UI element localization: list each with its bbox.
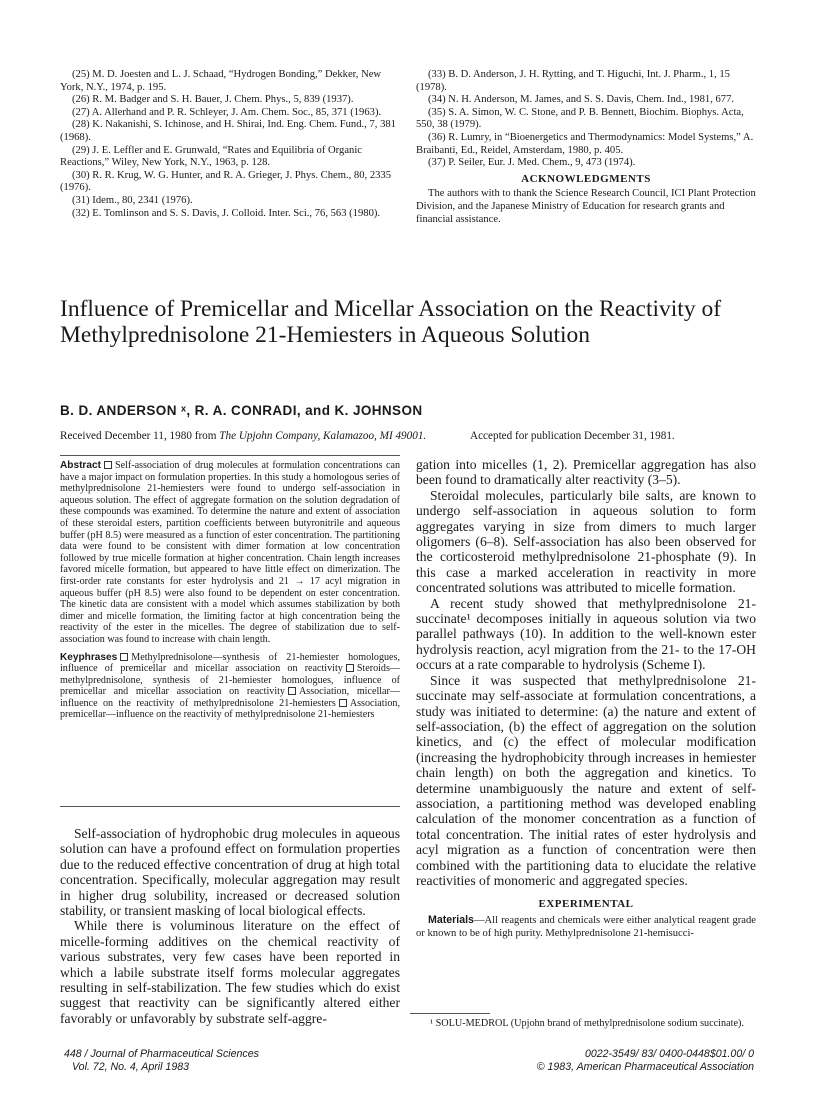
reference-29: (29) J. E. Leffler and E. Grunwald, “Rates and Equilibria of Organic Reactions,” Wiley, New York, N.Y., 1963, p. 128. <box>60 144 362 169</box>
footnote: ¹ SOLU-MEDROL (Upjohn brand of methylprednisolone sodium succinate). <box>430 1018 744 1029</box>
body-paragraph: A recent study showed that methylprednisolone 21-succinate¹ decomposes initially in aqueous solution via two parallel pathways (10). In addition to the well-known ester hydrolysis reaction, acyl migration from the 21- to the 17-OH occurs at a rate comparable to hydrolysis (Scheme I). <box>416 595 756 673</box>
reference-35: (35) S. A. Simon, W. C. Stone, and P. B. Bennett, Biochim. Biophys. Acta, 550, 38 (1979). <box>416 106 744 131</box>
keyphrase-1: Methylprednisolone—synthesis of 21-hemiester homologues, influence of premicellar and micellar association on reactivity <box>60 651 400 675</box>
abstract-box <box>60 455 400 807</box>
footer-left <box>64 1048 259 1073</box>
reference-32: (32) E. Tomlinson and S. S. Davis, J. Colloid. Inter. Sci., 76, 563 (1980). <box>72 207 381 219</box>
reference-34: (34) N. H. Anderson, M. James, and S. S. Davis, Chem. Ind., 1981, 677. <box>428 94 735 106</box>
abstract-label: Abstract <box>60 460 101 471</box>
copyright: © 1983, American Pharmaceutical Association <box>536 1060 754 1073</box>
square-bullet-icon <box>288 687 296 695</box>
keyphrase-2: Steroids—methylprednisolone, synthesis of 21-hemiester homologues, influence of premicellar and micellar association on reactivity <box>60 663 400 698</box>
article-title: Influence of Premicellar and Micellar Association on the Reactivity of Methylprednisolone 21-Hemiesters in Aqueous Solution <box>60 296 722 348</box>
acknowledgments-heading: ACKNOWLEDGMENTS <box>521 172 651 185</box>
square-bullet-icon <box>339 699 347 707</box>
references-right-column <box>416 69 756 226</box>
materials-paragraph <box>416 914 756 940</box>
footer-right <box>500 1048 754 1073</box>
doc-code: 0022-3549/ 83/ 0400-0448$01.00/ 0 <box>584 1048 754 1060</box>
received-date: Received December 11, 1980 from <box>60 430 220 442</box>
reference-27: (27) A. Allerhand and P. R. Schleyer, J. Am. Chem. Soc., 85, 371 (1963). <box>72 106 382 118</box>
accepted-line: Accepted for publication December 31, 1981. <box>470 430 675 442</box>
abstract <box>60 460 400 646</box>
received-line <box>60 430 426 442</box>
institution: The Upjohn Company, Kalamazoo, MI 49001. <box>219 430 427 442</box>
materials-text: —All reagents and chemicals were either analytical reagent grade or known to be of high purity. Methylprednisolone 21-hemisucci- <box>416 915 756 939</box>
square-bullet-icon <box>120 653 128 661</box>
body-paragraph: While there is voluminous literature on the effect of micelle-forming additives on the chemical reactivity of various substrates, very few cases have been reported in which a labile substrate itself forms molecular aggregates resulting in self-stabilization. The few studies which do exist suggest that reactivity can be significantly altered either favorably or unfavorably by substrate self-aggre- <box>60 918 400 1026</box>
keyphrase-4: Association, premicellar—influence on the reactivity of methylprednisolone 21-hemiesters <box>60 697 400 721</box>
body-left-column <box>60 826 400 1026</box>
keyphrase-3: Association, micellar—influence on the reactivity of methylprednisolone 21-hemiesters <box>60 686 400 709</box>
reference-36: (36) R. Lumry, in “Bioenergetics and Thermodynamics: Model Systems,” A. Braibanti, Ed., Reidel, Amsterdam, 1980, p. 405. <box>416 131 754 156</box>
abstract-text: Self-association of drug molecules at formulation concentrations can have a major impact on formulation properties. In this study a homologous series of methylprednisolone 21-hemiesters were found to undergo self-association in aqueous solution. The effect of aggregate formation on the solution degradation of these compounds was examined. To determine the nature and extent of association of these steroidal esters, partition coefficients between butyronitrile and aqueous buffer (pH 8.5) were measured as a function of ester concentration. The partitioning data were found to be consistent with dimer formation at low concentration followed by true micelle formation at higher concentration. Chain length increases favored micelle formation, but appeared to have little effect on dimerization. The first-order rate constants for ester hydrolysis and 21 → 17 acyl migration in aqueous buffer (pH 8.5) were also found to be dependent on ester concentration. The kinetic data are consistent with a model which assumes stabilization by both dimer and micelle formation, the limiting factor at high concentration being the reactivity of the ester in the micelles. The degree of stabilization due to self-association was found to increase with chain length. <box>60 460 400 645</box>
footnote-rule <box>410 1013 490 1014</box>
body-paragraph: Steroidal molecules, particularly bile salts, are known to undergo self-association in aqueous solution to form aggregates varying in size from dimers to much larger oligomers (6–8). Self-association has also been observed for the corticosteroid methylprednisolone 21-phosphate (9). In this case a marked acceleration in reactivity in more concentrated solutions was attributed to micelle formation. <box>416 487 756 596</box>
article-authors: B. D. ANDERSON ˣ, R. A. CONRADI, and K. JOHNSON <box>60 403 423 418</box>
page-journal: 448 / Journal of Pharmaceutical Sciences <box>64 1048 259 1060</box>
keyphrases <box>60 652 400 722</box>
reference-26: (26) R. M. Badger and S. H. Bauer, J. Chem. Phys., 5, 839 (1937). <box>72 94 354 106</box>
body-paragraph: Since it was suspected that methylprednisolone 21-succinate may self-associate at formulation concentrations, a study was initiated to determine: (a) the nature and extent of self-association, (b) the effect of aggregation on the solution kinetics, and (c) the effect of molecular modification (increasing the hydrophobicity through increases in hemiester chain length) on both the aggregation and kinetics. To determine unambiguously the nature and extent of self-association, a partitioning method was developed enabling calculation of the monomer concentration as a function of total concentration. The initial rates of ester hydrolysis and acyl migration as a function of concentration were then combined with the partitioning data to elucidate the relative reactivities of monomeric and aggregated species. <box>416 672 756 888</box>
reference-37: (37) P. Seiler, Eur. J. Med. Chem., 9, 473 (1974). <box>428 157 636 169</box>
experimental-heading: EXPERIMENTAL <box>538 898 634 911</box>
reference-28: (28) K. Nakanishi, S. Ichinose, and H. Shirai, Ind. Eng. Chem. Fund., 7, 381 (1968). <box>60 119 396 143</box>
materials-label: Materials <box>428 914 474 927</box>
body-paragraph: Self-association of hydrophobic drug molecules in aqueous solution can have a profound effect on formulation properties due to the reduced effective concentration of drug at high total concentration. Specifically, molecular aggregation may result in higher drug solubility, increased or decreased solution stability, or transient masking of local biological effects. <box>60 826 400 919</box>
keyphrases-label: Keyphrases <box>60 651 118 663</box>
reference-25: (25) M. D. Joesten and L. J. Schaad, “Hydrogen Bonding,” Dekker, New York, N.Y., 1974, p. 195. <box>60 69 382 93</box>
square-bullet-icon <box>104 461 112 469</box>
square-bullet-icon <box>346 664 354 672</box>
volume-issue: Vol. 72, No. 4, April 1983 <box>72 1060 189 1073</box>
references-left-column <box>60 69 400 220</box>
body-paragraph: gation into micelles (1, 2). Premicellar aggregation has also been found to dramatically alter reactivity (3–5). <box>416 457 756 488</box>
reference-33: (33) B. D. Anderson, J. H. Rytting, and T. Higuchi, Int. J. Pharm., 1, 15 (1978). <box>416 69 730 93</box>
reference-30: (30) R. R. Krug, W. G. Hunter, and R. A. Grieger, J. Phys. Chem., 80, 2335 (1976). <box>60 169 392 194</box>
reference-31: (31) Idem., 80, 2341 (1976). <box>72 194 193 206</box>
acknowledgments-text: The authors with to thank the Science Research Council, ICI Plant Protection Division, and the Japanese Ministry of Education for research grants and financial assistance. <box>416 188 756 225</box>
body-right-column <box>416 457 756 941</box>
